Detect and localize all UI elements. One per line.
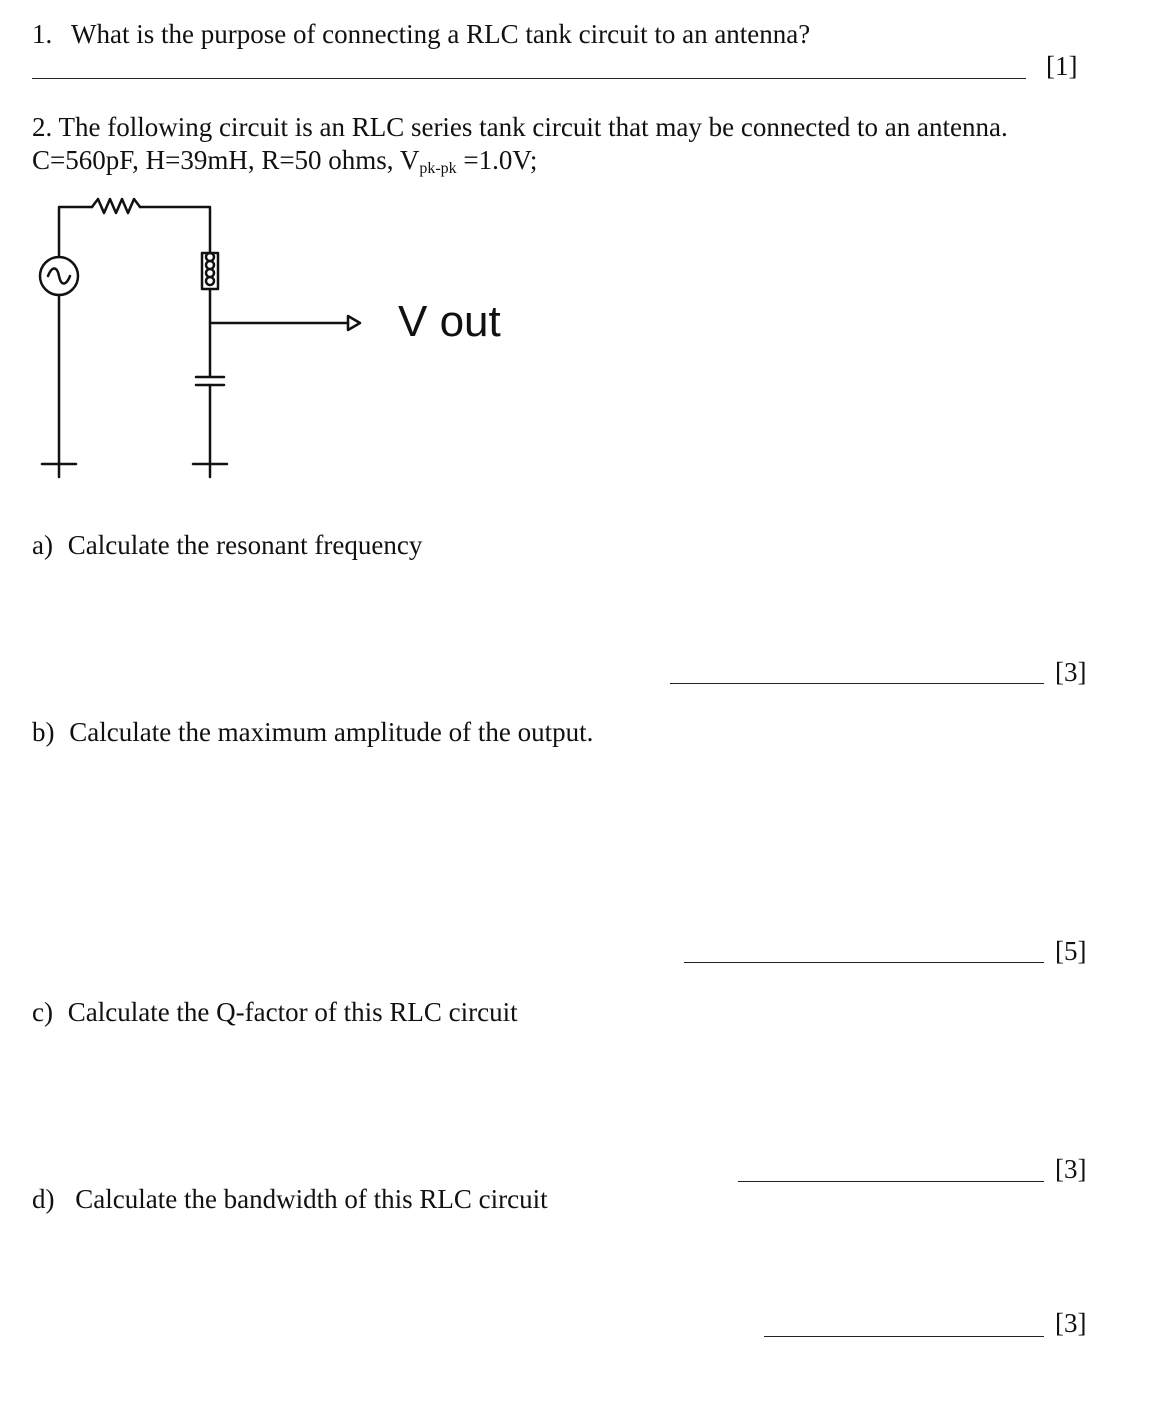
part-c-label: c): [32, 997, 53, 1027]
question-1-answer-line[interactable]: [32, 78, 1026, 79]
wire-top-right: [140, 207, 210, 253]
inductor-coil: [206, 253, 214, 285]
question-2-number: 2.: [32, 112, 53, 142]
part-d-answer-line[interactable]: [764, 1336, 1044, 1337]
part-a-text: Calculate the resonant frequency: [67, 530, 423, 560]
ac-source-wave-icon: [48, 269, 70, 284]
part-d-label: d): [32, 1184, 55, 1214]
question-1: [32, 18, 810, 50]
part-c-text: Calculate the Q-factor of this RLC circuit: [67, 997, 518, 1027]
circuit-parameters-end: =1.0V;: [456, 145, 538, 175]
part-d-text: Calculate the bandwidth of this RLC circuit: [75, 1184, 548, 1214]
output-arrow-icon: [348, 316, 360, 330]
voltage-subscript: pk-pk: [419, 160, 457, 177]
ground-icon-right: [193, 464, 227, 477]
part-a-label: a): [32, 530, 53, 560]
part-b-text: Calculate the maximum amplitude of the output.: [69, 717, 594, 747]
part-c-marks: [3]: [1055, 1154, 1087, 1184]
part-c: [32, 996, 518, 1028]
wire-source-top: [59, 207, 92, 257]
part-d-marks: [3]: [1055, 1308, 1087, 1338]
part-a-marks: [3]: [1055, 657, 1087, 687]
part-c-answer-line[interactable]: [738, 1181, 1044, 1182]
part-b-answer-line[interactable]: [684, 962, 1044, 963]
circuit-parameters-main: C=560pF, H=39mH, R=50 ohms, V: [32, 145, 420, 175]
part-a-answer-line[interactable]: [670, 683, 1044, 684]
question-1-marks: [1]: [1046, 51, 1078, 81]
part-b-label: b): [32, 717, 55, 747]
part-b-marks: [5]: [1055, 936, 1087, 966]
resistor-icon: [92, 199, 140, 213]
question-2-text: The following circuit is an RLC series tank circuit that may be connected to an antenna.: [58, 112, 1008, 142]
circuit-parameters: [32, 144, 537, 185]
question-1-number: 1.: [32, 19, 53, 49]
inductor-icon: [202, 253, 218, 289]
part-a: [32, 529, 422, 561]
question-2: [32, 111, 1008, 143]
vout-label: V out: [398, 297, 501, 346]
part-b: [32, 716, 593, 748]
part-d: [32, 1183, 548, 1215]
ground-icon-left: [42, 464, 76, 477]
question-1-text: What is the purpose of connecting a RLC tank circuit to an antenna?: [71, 19, 811, 49]
